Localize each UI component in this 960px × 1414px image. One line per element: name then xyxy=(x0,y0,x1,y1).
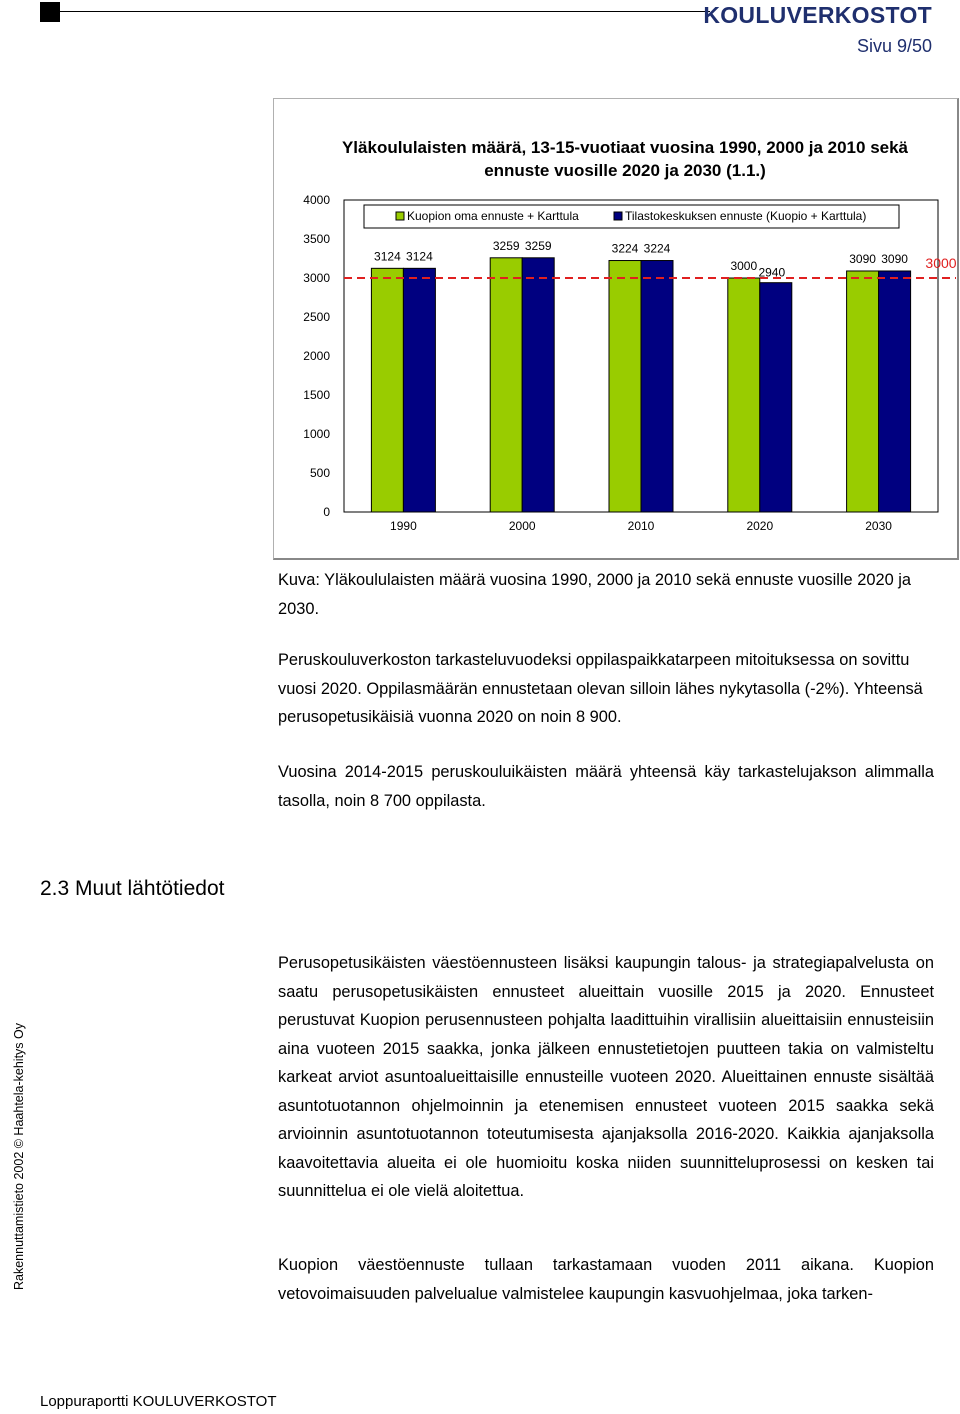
paragraph-2: Vuosina 2014-2015 peruskouluikäisten määrä yhteensä käy tarkastelujakson alimmalla tasolla, noin 8 700 oppilasta. xyxy=(278,763,934,810)
y-tick-label: 3500 xyxy=(303,232,330,246)
data-label: 3124 xyxy=(406,249,433,264)
bar-kuopio xyxy=(847,271,879,512)
reference-line-label: 3000 xyxy=(925,255,957,271)
y-tick-label: 2500 xyxy=(303,310,330,324)
section-heading: 2.3 Muut lähtötiedot xyxy=(40,877,225,900)
y-tick-label: 1500 xyxy=(303,388,330,402)
bar-kuopio xyxy=(609,261,641,512)
data-label: 3090 xyxy=(881,251,908,266)
copyright-side-text: Rakennuttamistieto 2002 © Haahtela-kehitys Oy xyxy=(12,1023,26,1290)
legend-label-tilastokeskus: Tilastokeskuksen ennuste (Kuopio + Karttula) xyxy=(625,209,867,223)
bar-kuopio xyxy=(728,278,760,512)
bar-tilastokeskus xyxy=(641,261,673,512)
paragraph-4: Kuopion väestöennuste tullaan tarkastamaan vuoden 2011 aikana. Kuopion vetovoimaisuuden palvelualue valmistelee kaupungin kasvuohjelmaa, joka tarken- xyxy=(278,1256,934,1303)
page-number: Sivu 9/50 xyxy=(856,36,932,56)
data-label: 3259 xyxy=(492,238,520,253)
legend-swatch-kuopio xyxy=(396,212,404,220)
y-tick-label: 500 xyxy=(309,466,330,480)
footer-text: Loppuraportti KOULUVERKOSTOT xyxy=(40,1393,277,1410)
x-tick-label: 1990 xyxy=(390,519,417,533)
bar-kuopio xyxy=(490,258,522,512)
x-tick-label: 2000 xyxy=(508,519,536,533)
data-label: 3224 xyxy=(611,241,639,256)
y-tick-label: 1000 xyxy=(303,427,330,441)
paragraph-3: Perusopetusikäisten väestöennusteen lisäksi kaupungin talous- ja strategiapalvelusta on saatu perusopetusikäisten ennusteet alueittain vuosille 2015 ja 2020. Ennusteet perustuvat Kuopion perusennusteen pohjalta laadittuihin virallisiin alueittaisiin ennusteisiin aina vuoteen 2015 saakka, jonka jälkeen ennustetietojen puutteen takia on valmisteltu karkeat arviot asuntoalueittaisille ennusteille vuoteen 2020. Alueittainen ennuste sisältää asuntotuotannon ohjelmoinnin ja etenemisen ennusteet vuoteen 2015 saakka sekä arvioinnin asuntotuotannon toteutumisesta ajanjaksolla 2016-2020. Kaikkia ajanjaksolla kaavoitettavia alueita ei ole huomioitu koska niiden suunnitteluprosessi on kesken tai suunnittelua ei ole vielä aloitettua. xyxy=(278,954,934,1200)
y-tick-label: 0 xyxy=(323,505,330,519)
data-label: 3224 xyxy=(643,241,671,256)
data-label: 3259 xyxy=(524,238,552,253)
x-tick-label: 2020 xyxy=(746,519,774,533)
legend-swatch-tilastokeskus xyxy=(614,212,622,220)
document-title: KOULUVERKOSTOT xyxy=(703,2,932,28)
y-tick-label: 4000 xyxy=(303,193,330,207)
x-tick-label: 2030 xyxy=(865,519,892,533)
bar-tilastokeskus xyxy=(522,258,554,512)
x-tick-label: 2010 xyxy=(627,519,655,533)
bar-kuopio xyxy=(371,268,403,512)
bar-tilastokeskus xyxy=(760,283,792,512)
data-label: 2940 xyxy=(758,265,786,280)
bar-tilastokeskus xyxy=(403,268,435,512)
chart-title: Yläkoululaisten määrä, 13-15-vuotiaat vuosina 1990, 2000 ja 2010 sekä ennuste vuosille 2020 ja 2030 (1.1.) xyxy=(341,138,909,180)
data-label: 3000 xyxy=(730,259,758,273)
legend-label-kuopio: Kuopion oma ennuste + Karttula xyxy=(407,209,579,223)
bar-tilastokeskus xyxy=(879,271,911,512)
y-tick-label: 2000 xyxy=(303,349,330,363)
paragraph-1: Peruskouluverkoston tarkasteluvuodeksi oppilaspaikkatarpeen mitoituksessa on sovittu vuosi 2020. Oppilasmäärän ennustetaan olevan silloin lähes nykytasolla (-2%). Yhteensä perusopetusikäisiä vuonna 2020 on noin 8 900. xyxy=(278,651,923,726)
data-label: 3124 xyxy=(374,249,401,264)
y-tick-label: 3000 xyxy=(303,271,330,285)
data-label: 3090 xyxy=(849,251,876,266)
bar-chart xyxy=(0,0,960,560)
figure-caption: Kuva: Yläkoululaisten määrä vuosina 1990, 2000 ja 2010 sekä ennuste vuosille 2020 ja 2030. xyxy=(278,571,912,618)
